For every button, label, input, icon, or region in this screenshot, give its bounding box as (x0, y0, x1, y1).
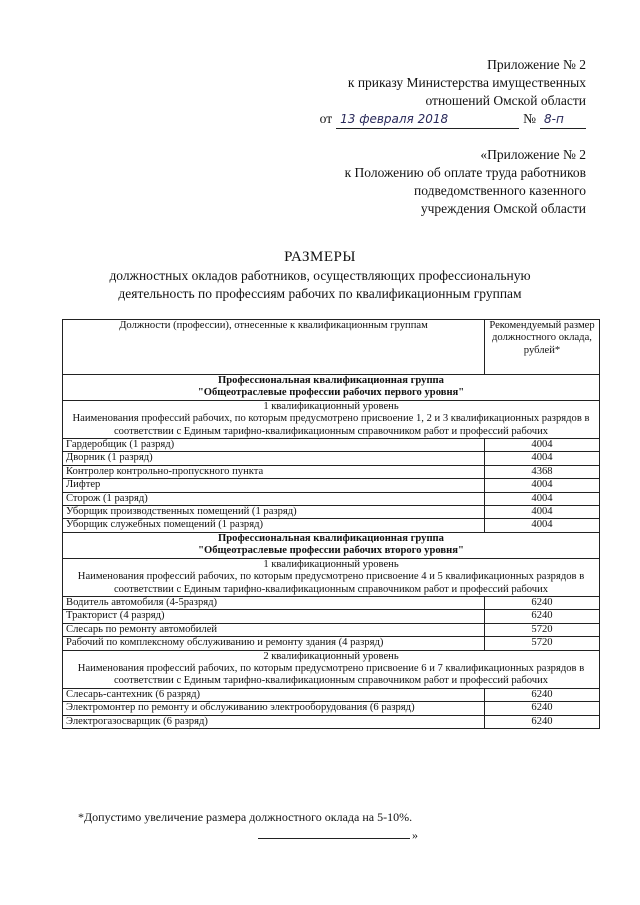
table-row (63, 479, 600, 492)
table-row (63, 492, 600, 505)
table-row (63, 452, 600, 465)
group1-level-desc: Наименования профессий рабочих, по которым предусмотрено присвоение 1, 2 и 3 квалификационных разрядов в соответствии с Единым тарифно-квалификационным справочником работ и профессий рабочих (72, 413, 590, 437)
group2-level1-desc: Наименования профессий рабочих, по которым предусмотрено присвоение 4 и 5 квалификационных разрядов в соответствии с Единым тарифно-квалификационным справочником работ и профессий рабочих (77, 571, 585, 595)
appendix-quote-line2: к Положению об оплате труда работников (344, 165, 586, 180)
header-salary: Рекомендуемый размер должностного оклада, рублей* (485, 320, 600, 375)
position-name: Дворник (1 разряд) (63, 452, 485, 465)
number-label: № (523, 111, 536, 126)
title-main: РАЗМЕРЫ (284, 249, 356, 265)
table-row (63, 623, 600, 636)
table-row (63, 439, 600, 452)
appendix-quote-header (345, 146, 586, 218)
group2-title1: Профессиональная квалификационная группа (218, 532, 444, 544)
group2-level1-row (63, 558, 600, 596)
salary-value: 6240 (485, 688, 600, 701)
table-header-row (63, 320, 600, 375)
position-name: Тракторист (4 разряд) (63, 610, 485, 623)
group2-level2-row (63, 650, 600, 688)
group2-level2: 2 квалификационный уровень (263, 650, 399, 662)
position-name: Электромонтер по ремонту и обслуживанию электрооборудования (6 разряд) (63, 702, 485, 715)
appendix-quote-line3: подведомственного казенного (414, 183, 586, 198)
position-name: Уборщик производственных помещений (1 разряд) (63, 506, 485, 519)
position-name: Водитель автомобиля (4-5разряд) (63, 596, 485, 609)
appendix-line1: Приложение № 2 (487, 57, 586, 72)
position-name: Слесарь-сантехник (6 разряд) (63, 688, 485, 701)
position-name: Контролер контрольно-пропускного пункта (63, 465, 485, 478)
appendix-header (320, 56, 586, 129)
salary-value: 6240 (485, 596, 600, 609)
closing-rule (258, 838, 410, 839)
table-row (63, 688, 600, 701)
position-name: Уборщик служебных помещений (1 разряд) (63, 519, 485, 532)
group1-level: 1 квалификационный уровень (263, 400, 399, 412)
table-row (63, 637, 600, 650)
salary-value: 4004 (485, 439, 600, 452)
salary-value: 4004 (485, 519, 600, 532)
salary-value: 4004 (485, 452, 600, 465)
appendix-line2: к приказу Министерства имущественных (347, 75, 586, 90)
salary-value: 4368 (485, 465, 600, 478)
group2-level2-desc: Наименования профессий рабочих, по которым предусмотрено присвоение 6 и 7 квалификационных разрядов в соответствии с Единым тарифно-квалификационным справочником работ и профессий рабочих (77, 662, 585, 687)
table-row (63, 465, 600, 478)
appendix-quote-line4: учреждения Омской области (420, 201, 586, 216)
document-title (0, 247, 640, 303)
group1-level-row (63, 400, 600, 438)
position-name: Рабочий по комплексному обслуживанию и ремонту здания (4 разряд) (63, 637, 485, 650)
salary-value: 6240 (485, 610, 600, 623)
salary-value: 6240 (485, 702, 600, 715)
order-date-line (320, 110, 586, 129)
salary-value: 5720 (485, 623, 600, 636)
group1-title-row (63, 375, 600, 401)
group2-title-row (63, 532, 600, 558)
from-label: от (319, 111, 333, 126)
closing-line (258, 828, 418, 843)
table-row (63, 715, 600, 728)
position-name: Лифтер (63, 479, 485, 492)
table-row (63, 610, 600, 623)
group1-title1: Профессиональная квалификационная группа (218, 375, 444, 386)
handwritten-number: 8-п (540, 110, 586, 129)
salary-value: 4004 (485, 506, 600, 519)
closing-quote: » (412, 828, 418, 842)
salary-value: 4004 (485, 479, 600, 492)
table-row (63, 596, 600, 609)
table-row (63, 519, 600, 532)
position-name: Слесарь по ремонту автомобилей (63, 623, 485, 636)
position-name: Гардеробщик (1 разряд) (63, 439, 485, 452)
position-name: Электрогазосварщик (6 разряд) (63, 715, 485, 728)
group2-level1: 1 квалификационный уровень (263, 558, 399, 570)
appendix-line3: отношений Омской области (425, 93, 586, 108)
title-sub1: должностных окладов работников, осуществляющих профессиональную (109, 268, 531, 283)
footnote: *Допустимо увеличение размера должностного оклада на 5-10%. (78, 810, 413, 824)
table-row (63, 702, 600, 715)
table-row (63, 506, 600, 519)
title-sub2: деятельность по профессиям рабочих по квалификационным группам (118, 286, 522, 301)
salary-value: 5720 (485, 637, 600, 650)
group1-title2: "Общеотраслевые профессии рабочих первого уровня" (197, 387, 465, 399)
position-name: Сторож (1 разряд) (63, 492, 485, 505)
group2-title2: "Общеотраслевые профессии рабочих второго уровня" (198, 545, 464, 557)
appendix-quote-line1: «Приложение № 2 (480, 147, 586, 162)
handwritten-date: 13 февраля 2018 (336, 110, 519, 129)
salary-table (62, 319, 600, 729)
salary-value: 4004 (485, 492, 600, 505)
salary-value: 6240 (485, 715, 600, 728)
header-positions: Должности (профессии), отнесенные к квалификационным группам (63, 320, 485, 375)
